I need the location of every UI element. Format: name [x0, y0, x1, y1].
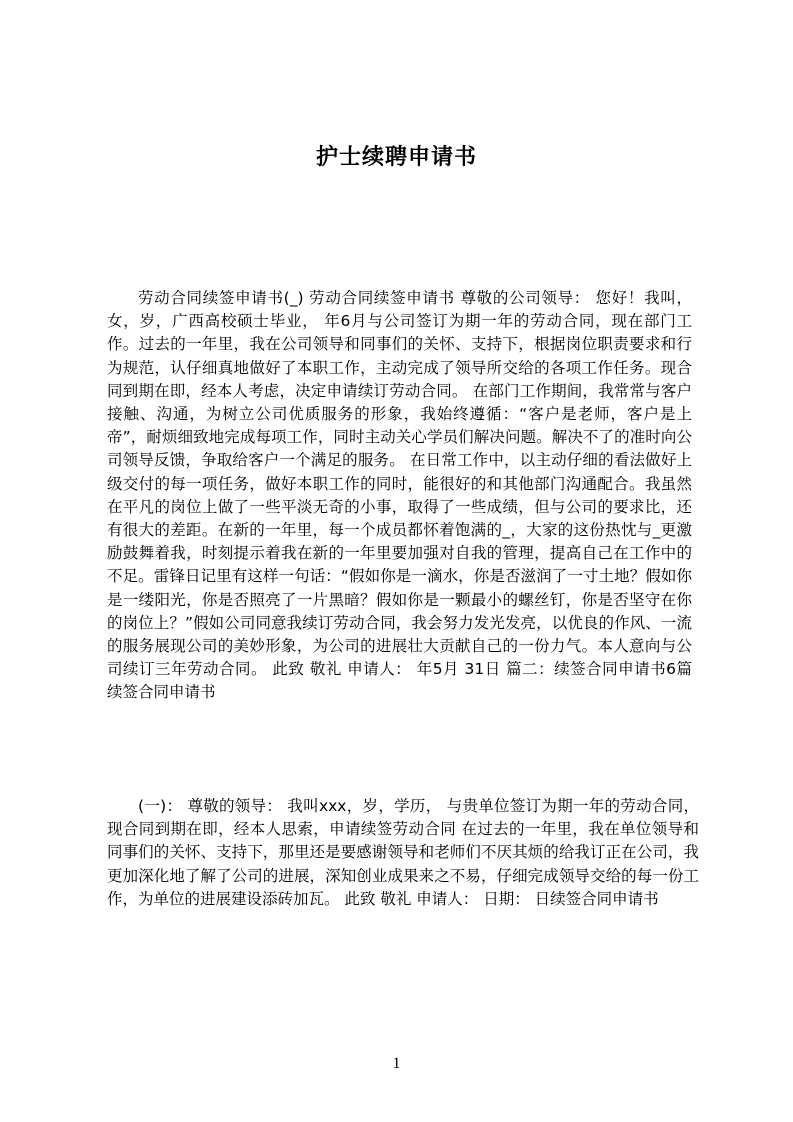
body-paragraph-2: (一)： 尊敬的领导： 我叫xxx，岁，学历， 与贵单位签订为期一年的劳动合同，现合同到期在即，经本人思索，申请续签劳动合同 在过去的一年里，我在单位领导和同事们的关怀、支持下，那里还是要感谢领导和老师们不厌其烦的给我订正在公司，我更加深化地了解了公司的进展，深知创业成果来之不易，仔细完成领导交给的每一份工作，为单位的进展建设添砖加瓦。 此致 敬礼 申请人： 日期： 日续签合同申请书 — [107, 797, 699, 908]
document-title: 护士续聘申请书 — [315, 145, 477, 170]
body-paragraph-1: 劳动合同续签申请书(_) 劳动合同续签申请书 尊敬的公司领导： 您好！我叫，女，岁，广西高校硕士毕业， 年6月与公司签订为期一年的劳动合同，现在部门工作。过去的一年里，我在公司领导和同事们的关怀、支持下，根据岗位职责要求和行为规范，认仔细真地做好了本职工作，主动完成了领导所交给的各项工作任务。现合同到期在即，经本人考虑，决定申请续订劳动合同。 在部门工作期间，我常常与客户接触、沟通，为树立公司优质服务的形象，我始终遵循：“客户是老师，客户是上帝”，耐烦细致地完成每项工作，同时主动关心学员们解决问题。解决不了的准时向公司领导反馈，争取给客户一个满足的服务。 在日常工作中，以主动仔细的看法做好上级交付的每一项任务，做好本职工作的同时，能很好的和其他部门沟通配合。我虽然在平凡的岗位上做了一些平淡无奇的小事，取得了一些成绩，但与公司的要求比，还有很大的差距。在新的一年里，每一个成员都怀着饱满的_，大家的这份热忱与_更激励鼓舞着我，时刻提示着我在新的一年里要加强对自我的管理，提高自己在工作中的不足。雷锋日记里有这样一句话：“假如你是一滴水，你是否滋润了一寸土地？假如你是一缕阳光，你是否照亮了一片黑暗？假如你是一颗最小的螺丝钉，你是否坚守在你的岗位上？”假如公司同意我续订劳动合同，我会努力发光发亮，以优良的作风、一流的服务展现公司的美妙形象，为公司的进展壮大贡献自己的一份力气。本人意向与公司续订三年劳动合同。 此致 敬礼 申请人： 年5月 31日 篇二：续签合同申请书6篇 续签合同申请书 — [107, 289, 692, 702]
page-number: 1 — [392, 1055, 401, 1072]
